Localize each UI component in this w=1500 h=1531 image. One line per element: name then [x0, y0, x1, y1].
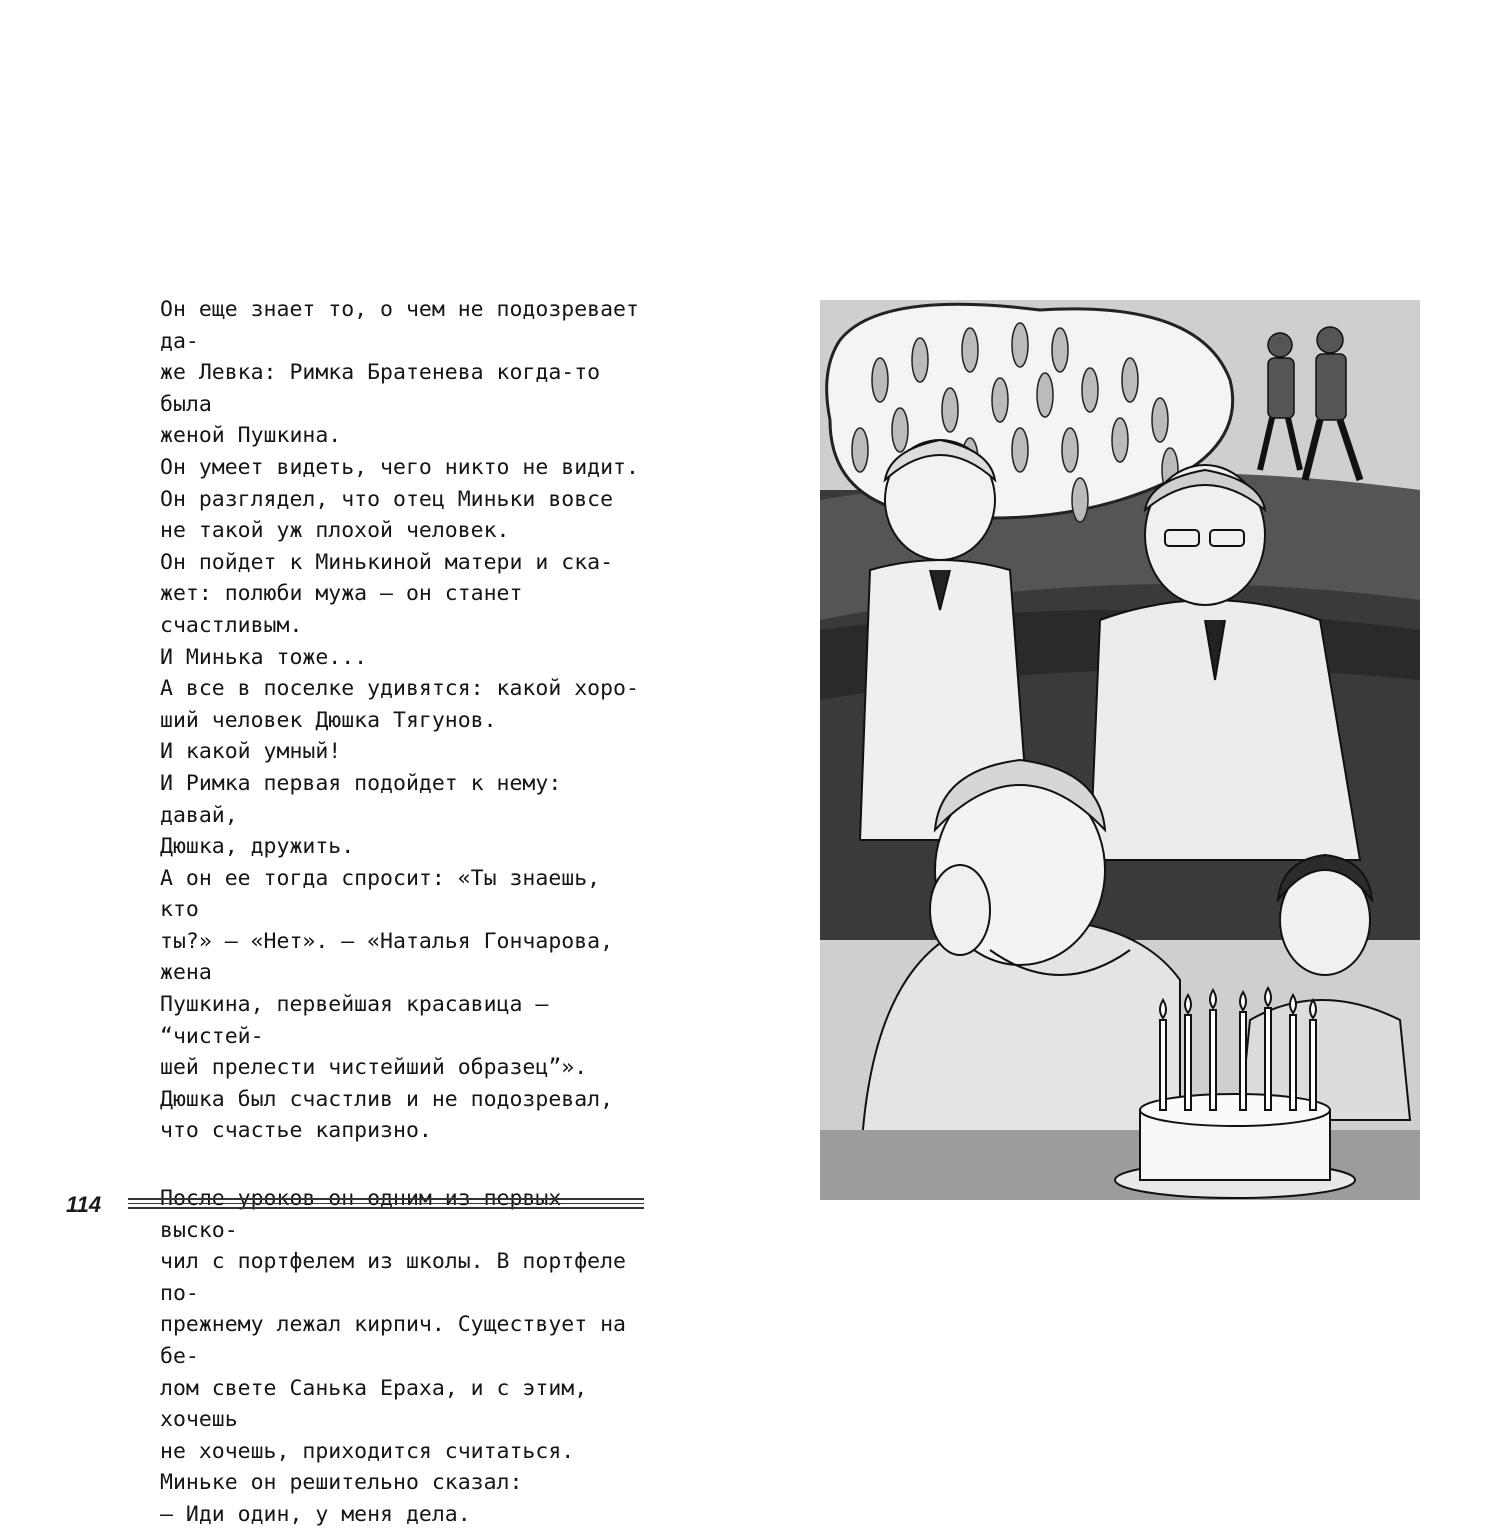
- paragraph-1: [160, 294, 644, 452]
- page-number: 114: [66, 1192, 102, 1217]
- text-line: И какой умный!: [160, 739, 342, 765]
- paragraph-3: [160, 484, 644, 547]
- page-text: [160, 294, 644, 1531]
- text-line: Пушкина, первейшая красавица – “чистей-: [160, 992, 549, 1049]
- paragraph-12: [160, 1467, 644, 1499]
- text-line: не такой уж плохой человек.: [160, 518, 510, 544]
- paragraph-7: [160, 736, 644, 768]
- text-line: ты?» – «Нет». – «Наталья Гончарова, жена: [160, 928, 614, 986]
- paragraph-6: [160, 673, 644, 736]
- paragraph-2: [160, 452, 644, 484]
- text-line: А он ее тогда спросит: «Ты знаешь, кто: [160, 865, 601, 923]
- text-line: что счастье капризно.: [160, 1118, 432, 1144]
- footer-rule: [128, 1198, 644, 1210]
- paragraph-11: [160, 1183, 644, 1467]
- paragraph-8: [160, 768, 644, 863]
- paragraph-10: [160, 1084, 644, 1147]
- paragraph-4: [160, 547, 644, 642]
- paragraph-9: [160, 863, 644, 1084]
- text-line: Он разглядел, что отец Миньки вовсе: [160, 486, 614, 512]
- text-line: И Минька тоже...: [160, 644, 368, 670]
- paragraph-5: [160, 642, 644, 674]
- section-gap: [160, 1147, 644, 1183]
- text-line: – Иди один, у меня дела.: [160, 1501, 471, 1527]
- text-line: лом свете Санька Ераха, и с этим, хочешь: [160, 1375, 588, 1433]
- text-line: ший человек Дюшка Тягунов.: [160, 707, 497, 733]
- paragraph-13: [160, 1499, 644, 1531]
- text-line: Он умеет видеть, чего никто не видит.: [160, 454, 639, 480]
- illustration: [820, 300, 1420, 1200]
- text-line: жет: полюби мужа – он станет счастливым.: [160, 581, 523, 638]
- text-line: женой Пушкина.: [160, 423, 342, 449]
- text-line: Дюшка был счастлив и не подозревал,: [160, 1086, 614, 1112]
- text-line: шей прелести чистейший образец”».: [160, 1055, 588, 1081]
- text-line: прежнему лежал кирпич. Существует на бе-: [160, 1312, 626, 1369]
- text-line: А все в поселке удивятся: какой хоро-: [160, 676, 639, 702]
- text-line: Дюшка, дружить.: [160, 834, 355, 860]
- text-line: Он еще знает то, о чем не подозревает да-: [160, 297, 639, 354]
- text-line: выско-: [160, 1217, 238, 1243]
- text-line: чил с портфелем из школы. В портфеле по-: [160, 1249, 626, 1306]
- text-line: же Левка: Римка Братенева когда-то была: [160, 360, 601, 417]
- text-line: не хочешь, приходится считаться.: [160, 1438, 575, 1464]
- text-line: Миньке он решительно сказал:: [160, 1470, 523, 1496]
- text-line: Он пойдет к Минькиной матери и ска-: [160, 549, 614, 575]
- text-line: И Римка первая подойдет к нему: давай,: [160, 770, 562, 828]
- illustration-drawing: [820, 300, 1420, 1200]
